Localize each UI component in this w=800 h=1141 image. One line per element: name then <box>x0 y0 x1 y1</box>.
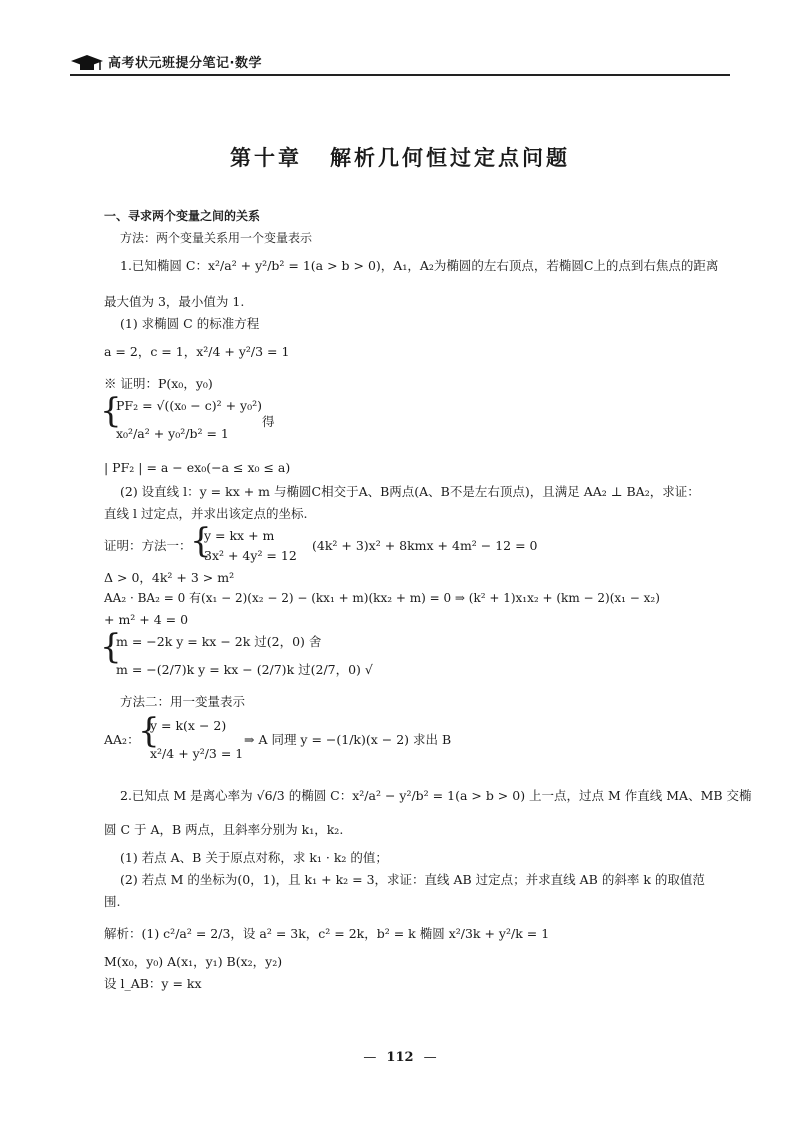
book-title: 高考状元班提分笔记·数学 <box>108 56 262 71</box>
chapter-number: 第十章 <box>230 146 302 170</box>
method-1-eq2: 3x² + 4y² = 12 <box>204 548 297 563</box>
therefore-label: 得 <box>262 414 275 429</box>
system-1-eq1: PF₂ = √((x₀ − c)² + y₀²) <box>116 398 262 413</box>
brace: { <box>138 711 160 751</box>
problem-1: 1.已知椭圆 C：x²/a² + y²/b² = 1(a > b > 0)，A₁，A₂为椭圆的左右顶点，若椭圆C上的点到右焦点的距离 <box>120 258 719 273</box>
line-aa2-result: ⇒ A 同理 y = −(1/k)(x − 2) 求出 B <box>244 732 452 747</box>
page-footer: — 112 — <box>363 1050 437 1065</box>
answer-1: a = 2，c = 1，x²/4 + y²/3 = 1 <box>104 344 290 359</box>
brace: { <box>100 391 122 431</box>
system-1-eq2: x₀²/a² + y₀²/b² = 1 <box>116 426 229 441</box>
problem-2-q2-cont: 围. <box>104 894 121 909</box>
vector-condition: AA₂ · BA₂ = 0 有(x₁ − 2)(x₂ − 2) − (kx₁ + m)(kx₂ + m) = 0 ⇒ (k² + 1)x₁x₂ + (km − 2)(x₁ − x₂) <box>104 591 660 605</box>
graduation-cap-icon <box>70 54 104 72</box>
problem-2-q2: (2) 若点 M 的坐标为(0，1)，且 k₁ + k₂ = 3，求证：直线 AB 过定点；并求直线 AB 的斜率 k 的取值范 <box>120 872 705 887</box>
points-line: M(x₀，y₀) A(x₁，y₁) B(x₂，y₂) <box>104 954 283 969</box>
line-aa2-eq2: x²/4 + y²/3 = 1 <box>150 746 244 761</box>
section-heading: 一、寻求两个变量之间的关系 <box>104 209 261 223</box>
delta-condition: Δ > 0，4k² + 3 > m² <box>104 570 235 585</box>
problem-2-q1: (1) 若点 A、B 关于原点对称，求 k₁ · k₂ 的值； <box>120 850 388 865</box>
method-1-eq1: y = kx + m <box>204 528 275 543</box>
chapter-heading <box>0 142 800 172</box>
header-rule <box>70 74 730 76</box>
brace: { <box>100 627 122 667</box>
problem-2: 2.已知点 M 是离心率为 √6/3 的椭圆 C：x²/a² − y²/b² = 1(a > b > 0) 上一点，过点 M 作直线 MA、MB 交椭 <box>120 788 752 803</box>
running-header <box>70 52 730 74</box>
case-2: m = −(2/7)k y = kx − (2/7)k 过(2/7，0) √ <box>116 662 373 677</box>
problem-2-cont: 圆 C 于 A，B 两点，且斜率分别为 k₁，k₂. <box>104 822 344 837</box>
question-1: (1) 求椭圆 C 的标准方程 <box>120 316 260 331</box>
method-line: 方法：两个变量关系用一个变量表示 <box>120 231 313 245</box>
line-aa2-eq1: y = k(x − 2) <box>150 718 227 733</box>
vector-condition-cont: + m² + 4 = 0 <box>104 612 189 627</box>
proof-line: ※ 证明：P(x₀，y₀) <box>104 376 213 391</box>
analysis-line: 解析：(1) c²/a² = 2/3，设 a² = 3k，c² = 2k，b² = k 椭圆 x²/3k + y²/k = 1 <box>104 926 550 941</box>
case-1: m = −2k y = kx − 2k 过(2，0) 舍 <box>116 634 322 649</box>
method-1-result: (4k² + 3)x² + 8kmx + 4m² − 12 = 0 <box>312 538 538 553</box>
method-2-label: 方法二：用一变量表示 <box>120 694 246 709</box>
problem-1-cont: 最大值为 3，最小值为 1. <box>104 294 245 309</box>
chapter-title: 解析几何恒过定点问题 <box>330 146 570 170</box>
line-ab-definition: 设 l_AB：y = kx <box>104 976 202 991</box>
question-2: (2) 设直线 l：y = kx + m 与椭圆C相交于A、B两点(A、B不是左右顶点)，且满足 AA₂ ⊥ BA₂，求证： <box>120 484 700 499</box>
question-2-cont: 直线 l 过定点，并求出该定点的坐标. <box>104 506 308 521</box>
brace: { <box>190 521 212 561</box>
focal-distance: | PF₂ | = a − ex₀(−a ≤ x₀ ≤ a) <box>104 460 291 475</box>
page-number: 112 <box>386 1050 414 1065</box>
method-1-label: 证明：方法一： <box>104 538 192 553</box>
line-aa2-label: AA₂： <box>104 732 140 747</box>
